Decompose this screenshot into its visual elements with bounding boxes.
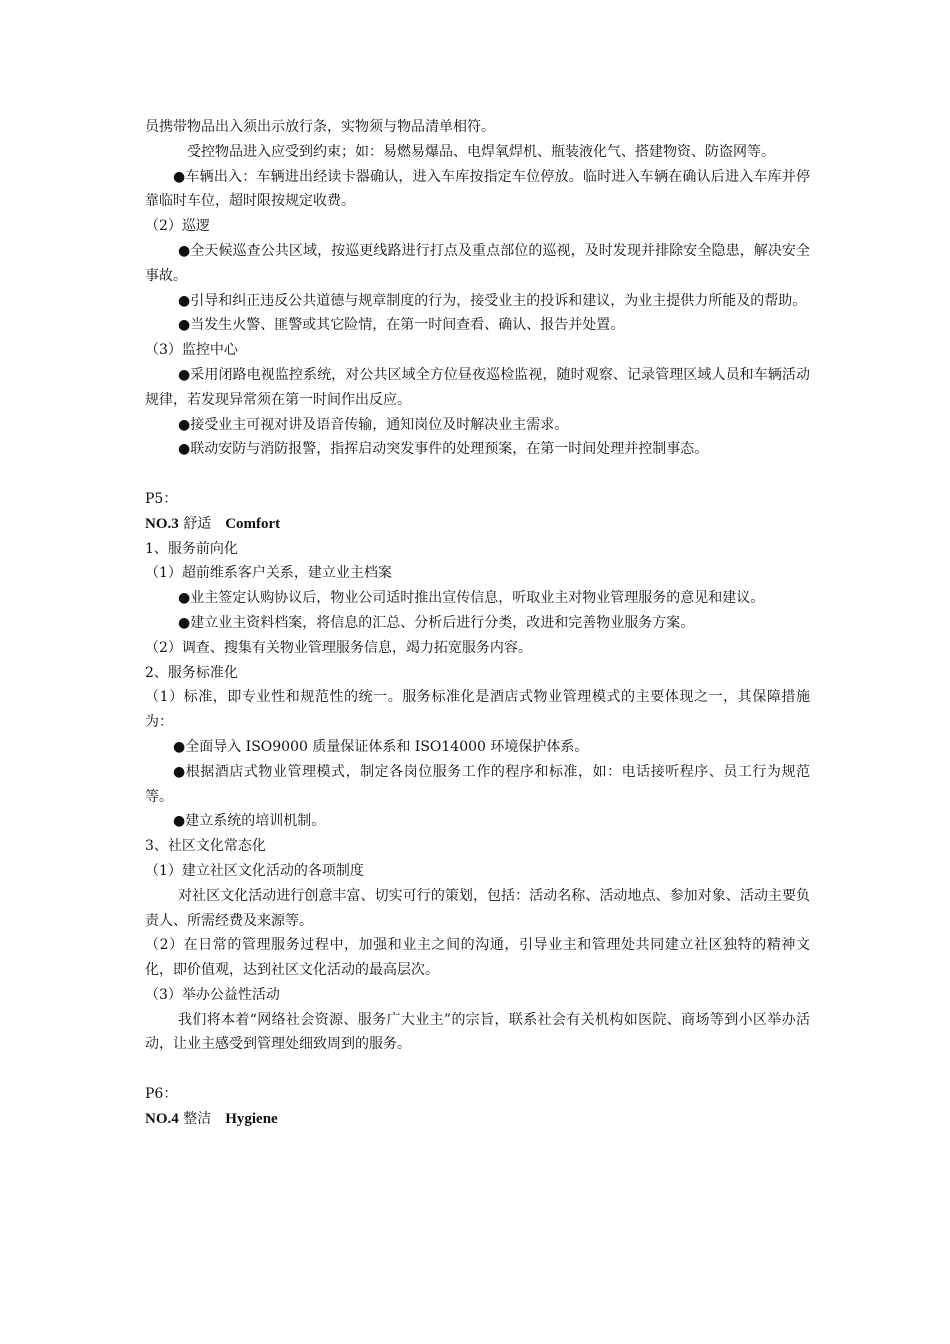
page-label: P6： — [145, 1086, 178, 1103]
subheading: （2）调查、搜集有关物业管理服务信息，竭力拓宽服务内容。 — [145, 639, 532, 656]
subheading: （3）举办公益性活动 — [145, 986, 280, 1003]
section-heading — [145, 1107, 810, 1132]
subheading: 1、服务前向化 — [145, 540, 238, 557]
bullet-paragraph: ●根据酒店式物业管理模式，制定各岗位服务工作的程序和标准，如：电话接听程序、员工行为规范等。 — [145, 763, 810, 805]
paragraph: 对社区文化活动进行创意丰富、切实可行的策划，包括：活动名称、活动地点、参加对象、活动主要负责人、所需经费及来源等。 — [145, 887, 810, 929]
spacer — [145, 1057, 810, 1082]
spacer — [145, 462, 810, 487]
paragraph: 我们将本着“网络社会资源、服务广大业主”的宗旨，联系社会有关机构如医院、商场等到小区举办活动，让业主感受到管理处细致周到的服务。 — [145, 1011, 810, 1053]
section-p6 — [145, 1082, 810, 1132]
document-page — [145, 115, 810, 1132]
bullet-paragraph: ●引导和纠正违反公共道德与规章制度的行为，接受业主的投诉和建议，为业主提供力所能及的帮助。 — [178, 292, 807, 309]
subheading: （2）巡逻 — [145, 218, 210, 235]
bullet-paragraph: ●业主签定认购协议后，物业公司适时推出宣传信息，听取业主对物业管理服务的意见和建议。 — [178, 590, 765, 607]
bullet-paragraph: ●车辆出入：车辆进出经读卡器确认，进入车库按指定车位停放。临时进入车辆在确认后进入车库并停靠临时车位，超时限按规定收费。 — [145, 168, 810, 210]
bullet-paragraph: ●全天候巡查公共区域，按巡更线路进行打点及重点部位的巡视，及时发现并排除安全隐患，解决安全事故。 — [145, 242, 810, 284]
subheading: （1）建立社区文化活动的各项制度 — [145, 862, 364, 879]
heading-title: 整洁 — [183, 1110, 212, 1127]
paragraph: （2）在日常的管理服务过程中，加强和业主之间的沟通，引导业主和管理处共同建立社区独特的精神文化，即价值观，达到社区文化活动的最高层次。 — [145, 937, 810, 979]
bullet-paragraph: ●当发生火警、匪警或其它险情，在第一时间查看、确认、报告并处置。 — [178, 317, 625, 334]
paragraph: 受控物品进入应受到约束；如：易燃易爆品、电焊氧焊机、瓶装液化气、搭建物资、防盗网等。 — [187, 143, 775, 160]
bullet-paragraph: ●联动安防与消防报警，指挥启动突发事件的处理预案，在第一时间处理并控制事态。 — [178, 441, 709, 458]
paragraph: 员携带物品出入须出示放行条，实物须与物品清单相符。 — [145, 119, 495, 135]
heading-number: NO.3 — [145, 515, 179, 532]
heading-english: Comfort — [225, 515, 281, 532]
bullet-paragraph: ●全面导入 ISO9000 质量保证体系和 ISO14000 环境保护体系。 — [173, 738, 589, 755]
heading-title: 舒适 — [183, 515, 212, 532]
subheading: （3）监控中心 — [145, 342, 238, 359]
section-heading — [145, 512, 810, 537]
top-section — [145, 115, 810, 462]
subheading: 2、服务标准化 — [145, 664, 238, 681]
subheading: （1）超前维系客户关系，建立业主档案 — [145, 565, 392, 582]
bullet-paragraph: ●采用闭路电视监控系统，对公共区域全方位昼夜巡检监视，随时观察、记录管理区域人员和车辆活动规律，若发现异常须在第一时间作出反应。 — [145, 366, 810, 408]
heading-number: NO.4 — [145, 1110, 179, 1127]
bullet-paragraph: ●建立业主资料档案，将信息的汇总、分析后进行分类，改进和完善物业服务方案。 — [178, 614, 695, 631]
section-p5 — [145, 487, 810, 1057]
bullet-paragraph: ●建立系统的培训机制。 — [173, 813, 326, 830]
subheading: 3、社区文化常态化 — [145, 838, 266, 855]
heading-english: Hygiene — [225, 1110, 278, 1127]
page-label: P5： — [145, 490, 178, 507]
bullet-paragraph: ●接受业主可视对讲及语音传输，通知岗位及时解决业主需求。 — [178, 416, 569, 433]
paragraph: （1）标准，即专业性和规范性的统一。服务标准化是酒店式物业管理模式的主要体现之一，其保障措施为： — [145, 689, 810, 731]
